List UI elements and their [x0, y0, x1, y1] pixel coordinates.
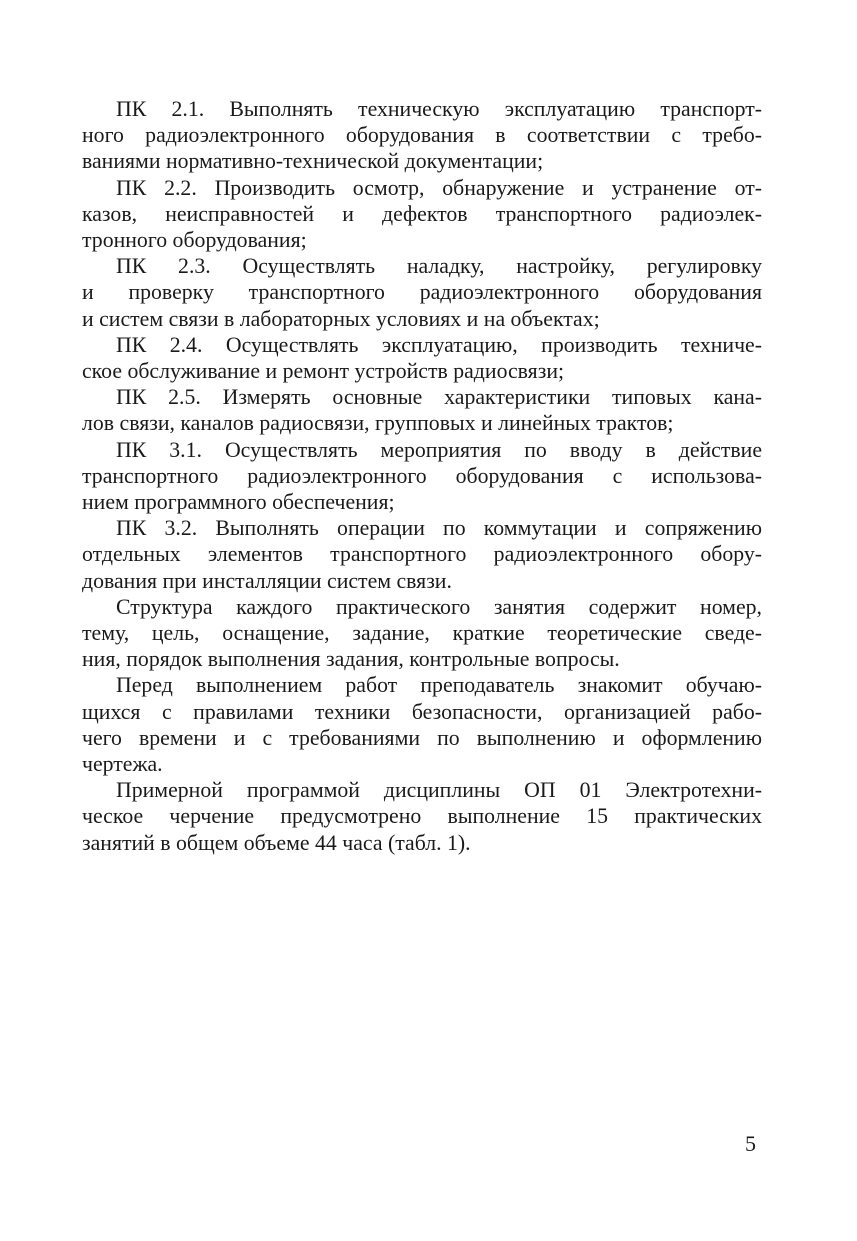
paragraph-pk-2-2 — [82, 175, 762, 254]
text-line: ваниями нормативно-технической документации; — [82, 149, 544, 174]
text-line: ПК 2.5. Измерять основные характеристики типовых кана- — [116, 385, 762, 410]
paragraph-pk-3-2 — [82, 515, 762, 594]
text-line: казов, неисправностей и дефектов транспортного радиоэлек- — [82, 201, 762, 226]
text-line: ного радиоэлектронного оборудования в соответствии с требо- — [82, 123, 762, 148]
text-line: и проверку транспортного радиоэлектронного оборудования — [82, 280, 762, 305]
page-body — [82, 96, 762, 856]
text-line: чертежа. — [82, 752, 163, 777]
text-line: ское обслуживание и ремонт устройств радиосвязи; — [82, 359, 565, 384]
paragraph-pk-2-5 — [82, 384, 762, 436]
paragraph-pk-2-4 — [82, 332, 762, 384]
text-line: Перед выполнением работ преподаватель знакомит обучаю- — [116, 673, 762, 698]
text-line: ПК 2.4. Осуществлять эксплуатацию, производить техниче- — [116, 332, 762, 357]
text-line: ПК 2.2. Производить осмотр, обнаружение и устранение от- — [116, 175, 762, 200]
text-line: ПК 3.1. Осуществлять мероприятия по вводу в действие — [116, 437, 762, 462]
text-line: ческое черчение предусмотрено выполнение 15 практических — [82, 804, 762, 829]
paragraph-pk-3-1 — [82, 437, 762, 516]
text-line: и систем связи в лабораторных условиях и на объектах; — [82, 306, 600, 331]
text-line: чего времени и с требованиями по выполнению и оформлению — [82, 725, 762, 750]
paragraph-program — [82, 777, 762, 856]
text-line: отдельных элементов транспортного радиоэлектронного обору- — [82, 542, 762, 567]
paragraph-structure — [82, 594, 762, 673]
text-line: Структура каждого практического занятия содержит номер, — [116, 594, 762, 619]
text-line: нием программного обеспечения; — [82, 490, 395, 515]
text-line: тему, цель, оснащение, задание, краткие теоретические сведе- — [82, 621, 762, 646]
text-line: ПК 2.1. Выполнять техническую эксплуатацию транспорт- — [116, 97, 762, 121]
text-line: щихся с правилами техники безопасности, организацией рабо- — [82, 699, 762, 724]
paragraph-pk-2-1 — [82, 96, 762, 175]
paragraph-pk-2-3 — [82, 253, 762, 332]
paragraph-safety — [82, 672, 762, 777]
page-number: 5 — [745, 1131, 756, 1156]
text-line: ПК 3.2. Выполнять операции по коммутации и сопряжению — [116, 516, 762, 541]
text-line: лов связи, каналов радиосвязи, групповых и линейных трактов; — [82, 411, 674, 436]
text-line: транспортного радиоэлектронного оборудования с использова- — [82, 463, 762, 488]
text-line: ния, порядок выполнения задания, контрольные вопросы. — [82, 647, 620, 672]
text-line: Примерной программой дисциплины ОП 01 Электротехни- — [116, 778, 762, 803]
text-line: занятий в общем объеме 44 часа (табл. 1). — [82, 830, 471, 855]
text-line: ПК 2.3. Осуществлять наладку, настройку, регулировку — [116, 254, 762, 279]
text-line: дования при инсталляции систем связи. — [82, 568, 452, 593]
text-line: тронного оборудования; — [82, 228, 307, 253]
